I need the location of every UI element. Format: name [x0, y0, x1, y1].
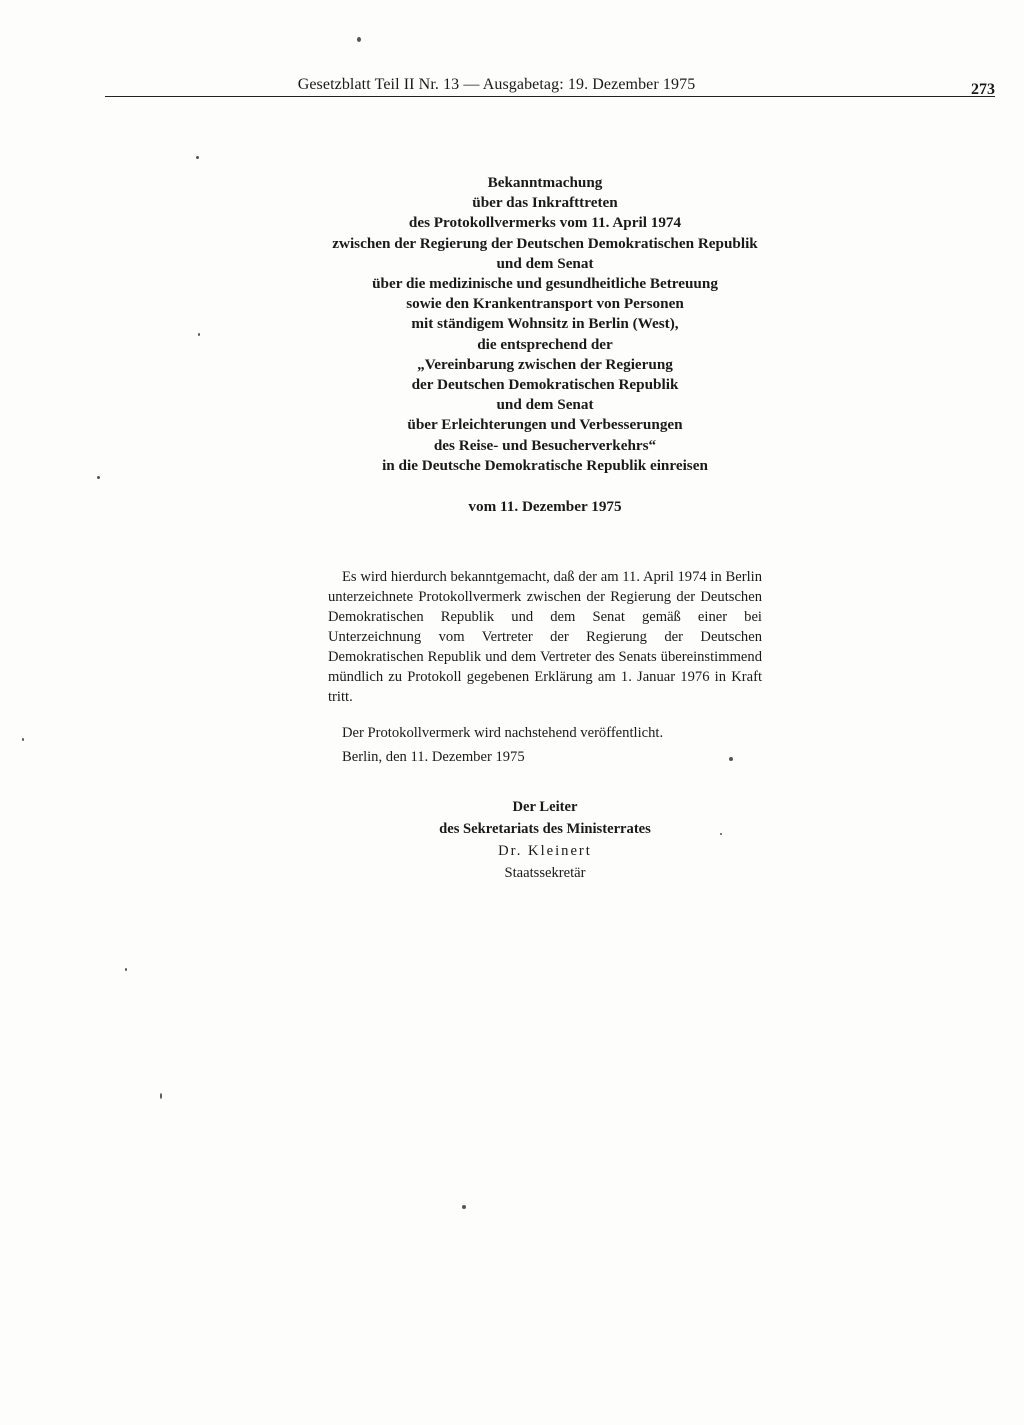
scan-speck: [22, 738, 24, 741]
body-paragraph: Der Protokollvermerk wird nachstehend veröffentlicht.: [342, 724, 664, 741]
scan-speck: [729, 757, 733, 761]
signatory-office: des Sekretariats des Ministerrates: [439, 821, 651, 837]
title-line: der Deutschen Demokratischen Republik: [411, 376, 679, 394]
scan-speck: [198, 333, 200, 336]
scan-speck: [125, 968, 127, 971]
page-header: [105, 76, 995, 98]
scan-speck: [462, 1205, 466, 1209]
running-title: Gesetzblatt Teil II Nr. 13 — Ausgabetag: 19. Dezember 1975: [297, 76, 696, 93]
signatory-title: Der Leiter: [512, 799, 578, 815]
title-line: des Protokollvermerks vom 11. April 1974: [408, 214, 682, 232]
signature-block: [380, 796, 710, 884]
scan-speck: [160, 1093, 162, 1099]
title-line: über das Inkrafttreten: [472, 194, 618, 212]
place-and-date: Berlin, den 11. Dezember 1975: [342, 749, 525, 765]
scan-speck: [720, 833, 722, 835]
title-line: und dem Senat: [496, 396, 594, 414]
title-line: des Reise- und Besucherverkehrs“: [433, 436, 657, 454]
title-line: die entsprechend der: [477, 335, 613, 353]
title-line: über die medizinische und gesundheitliche Betreuung: [372, 275, 718, 293]
title-line: und dem Senat: [496, 254, 594, 272]
scan-speck: [196, 156, 199, 159]
signatory-role: Staatssekretär: [504, 865, 586, 881]
title-line: über Erleichterungen und Verbesserungen: [407, 416, 683, 434]
title-line: zwischen der Regierung der Deutschen Demokratischen Republik: [332, 234, 758, 252]
body-paragraph: Es wird hierdurch bekanntgemacht, daß der am 11. April 1974 in Berlin unterzeichnete Protokollvermerk zwischen der Regierung der Deutschen Demokratischen Republik und dem Senat gemäß einer bei Unterzeichnung vom Vertreter der Regierung der Deutschen Demokratischen Republik und dem Vertreter des Senats übereinstimmend mündlich zu Protokoll gegebenen Erklärung am 1. Januar 1976 in Kraft tritt.: [328, 568, 762, 706]
signatory-name: Dr. Kleinert: [498, 843, 592, 859]
announcement-title: [240, 173, 850, 476]
page-number: 273: [971, 81, 995, 98]
title-line: Bekanntmachung: [487, 174, 603, 191]
announcement-date: vom 11. Dezember 1975: [468, 498, 622, 515]
scan-speck: [357, 37, 361, 42]
header-rule: [105, 96, 995, 97]
title-line: sowie den Krankentransport von Personen: [406, 295, 684, 313]
scan-speck: [97, 476, 100, 479]
title-line: in die Deutsche Demokratische Republik einreisen: [382, 456, 708, 474]
title-line: „Vereinbarung zwischen der Regierung: [417, 355, 673, 373]
title-line: mit ständigem Wohnsitz in Berlin (West),: [411, 315, 679, 333]
